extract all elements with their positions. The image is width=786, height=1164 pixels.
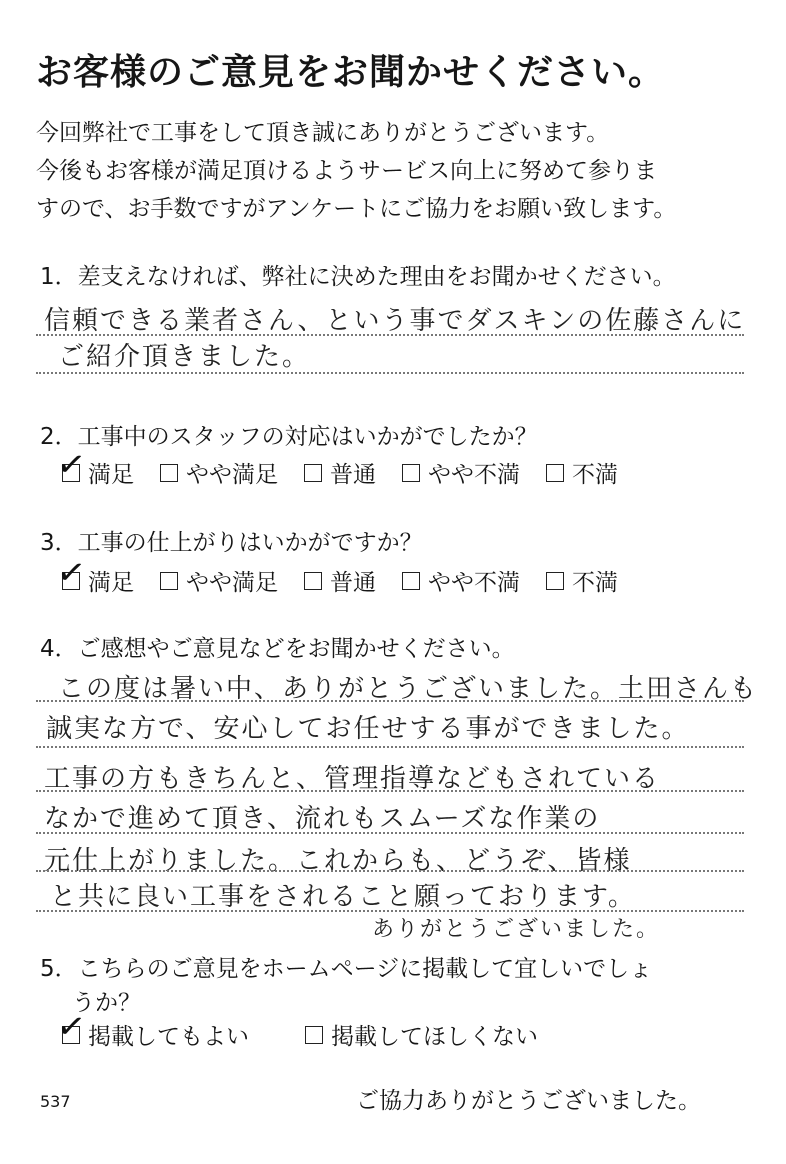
option-label: 満足 [88, 570, 134, 596]
answer-line [36, 746, 744, 748]
question-3: 3．工事の仕上がりはいかがですか？ [40, 530, 423, 556]
question-2-options [54, 442, 644, 489]
checkbox[interactable] [305, 1026, 323, 1044]
question-5-line-1: 5．こちらのご意見をホームページに掲載して宜しいでしょ [40, 956, 653, 982]
answer-4-line-1: この度は暑い中、ありがとうございました。土田さんも [58, 674, 759, 704]
answer-1-line-2: ご紹介頂きました。 [58, 342, 311, 372]
answer-4-line-3: 工事の方もきちんと、管理指導などもされている [44, 764, 661, 794]
option-normal[interactable] [304, 564, 376, 597]
answer-4-line-5: 元仕上がりました。これからも、どうぞ、皆様 [44, 846, 632, 876]
intro-line-2: 今後もお客様が満足頂けるようサービス向上に努めて参りま [36, 158, 657, 184]
checkbox[interactable] [546, 572, 564, 590]
checkbox[interactable] [402, 464, 420, 482]
option-satisfied[interactable] [54, 442, 134, 489]
question-5-line-2: うか？ [72, 990, 141, 1016]
question-2: 2．工事中のスタッフの対応はいかがでしたか？ [40, 424, 538, 450]
answer-4-line-2: 誠実な方で、安心してお任せする事ができました。 [46, 714, 690, 744]
checkbox[interactable] [402, 572, 420, 590]
question-4: 4．ご感想やご意見などをお聞かせください。 [40, 636, 515, 662]
answer-line [36, 910, 744, 912]
option-label: 不満 [572, 570, 618, 596]
option-label: やや不満 [428, 462, 520, 488]
answer-line [36, 832, 744, 834]
option-somewhat-dissatisfied[interactable] [402, 456, 520, 489]
option-label: やや満足 [186, 462, 278, 488]
question-3-options [54, 550, 644, 597]
intro-line-3: すので、お手数ですがアンケートにご協力をお願い致します。 [36, 196, 677, 222]
option-label: やや不満 [428, 570, 520, 596]
option-somewhat-dissatisfied[interactable] [402, 564, 520, 597]
option-satisfied[interactable] [54, 550, 134, 597]
page-title: お客様のご意見をお聞かせください。 [36, 52, 666, 93]
checkmark-icon: ✓ [54, 1004, 89, 1049]
checkbox[interactable] [54, 1004, 89, 1049]
answer-line [36, 700, 744, 702]
checkbox[interactable] [304, 464, 322, 482]
option-label: 普通 [330, 570, 376, 596]
checkbox[interactable] [304, 572, 322, 590]
checkbox[interactable] [54, 442, 89, 487]
option-dissatisfied[interactable] [546, 456, 618, 489]
option-label: 満足 [88, 462, 134, 488]
option-normal[interactable] [304, 456, 376, 489]
option-publish-no[interactable] [305, 1018, 538, 1051]
option-label: 掲載してほしくない [331, 1024, 538, 1050]
answer-4-line-6: と共に良い工事をされること願っております。 [50, 882, 636, 912]
question-5-options [54, 1004, 564, 1051]
answer-line [36, 334, 744, 336]
answer-4-line-7: ありがとうございました。 [372, 917, 661, 942]
checkbox[interactable] [160, 464, 178, 482]
option-label: 不満 [572, 462, 618, 488]
option-dissatisfied[interactable] [546, 564, 618, 597]
option-publish-ok[interactable] [54, 1004, 249, 1051]
checkbox[interactable] [54, 550, 89, 595]
answer-4-line-4: なかで進めて頂き、流れもスムーズな作業の [44, 804, 601, 834]
option-label: 掲載してもよい [88, 1024, 249, 1050]
closing-thanks: ご協力ありがとうございました。 [356, 1088, 701, 1114]
option-label: やや満足 [186, 570, 278, 596]
question-1: 1．差支えなければ、弊社に決めた理由をお聞かせください。 [40, 264, 676, 290]
checkmark-icon: ✓ [54, 550, 89, 595]
option-somewhat-satisfied[interactable] [160, 564, 278, 597]
checkbox[interactable] [546, 464, 564, 482]
answer-line [36, 790, 744, 792]
checkmark-icon: ✓ [54, 442, 89, 487]
option-somewhat-satisfied[interactable] [160, 456, 278, 489]
checkbox[interactable] [160, 572, 178, 590]
answer-1-line-1: 信頼できる業者さん、という事でダスキンの佐藤さんに [44, 306, 746, 336]
answer-line [36, 372, 744, 374]
option-label: 普通 [330, 462, 376, 488]
page-number: 537 [40, 1092, 71, 1111]
answer-line [36, 870, 744, 872]
intro-line-1: 今回弊社で工事をして頂き誠にありがとうございます。 [36, 120, 610, 146]
